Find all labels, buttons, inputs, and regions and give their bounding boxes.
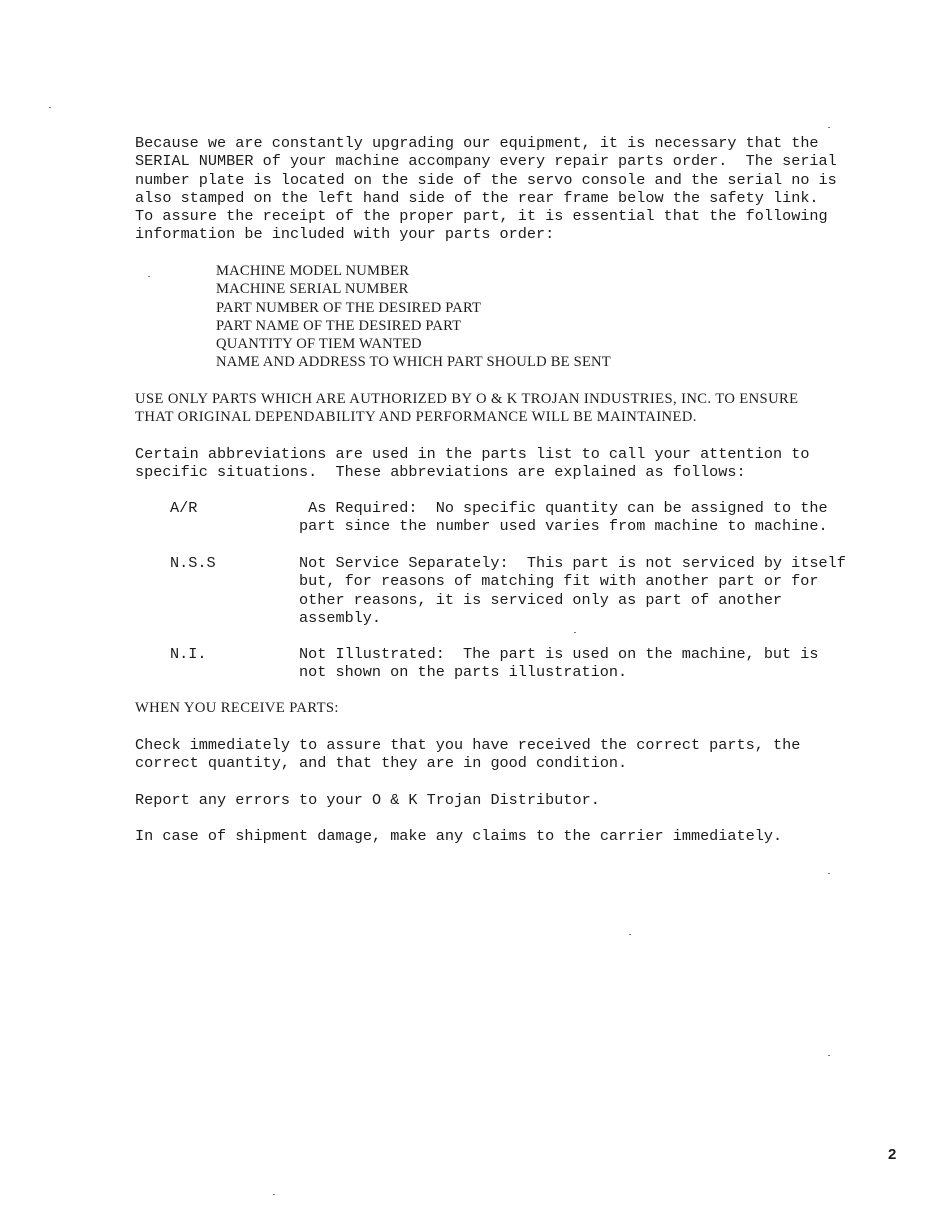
required-info-item: MACHINE MODEL NUMBER [216,263,410,279]
abbreviation-term: N.I. [170,645,207,663]
scan-speck [828,127,830,128]
abbreviation-definition [299,499,828,536]
report-line: Report any errors to your O & K Trojan Distributor. [135,791,600,809]
definition-line: Not Service Separately: This part is not serviced by itself [299,554,846,572]
required-info-item: MACHINE SERIAL NUMBER [216,281,409,298]
scan-speck [629,934,631,935]
abbreviation-term: N.S.S [170,554,216,572]
required-info-item: QUANTITY OF TIEM WANTED [216,336,422,353]
definition-line: As Required: No specific quantity can be assigned to the [299,499,828,517]
abbreviation-definition [299,554,846,627]
scan-speck [273,1194,275,1195]
definition-line: but, for reasons of matching fit with another part or for [299,572,819,591]
notice-line: USE ONLY PARTS WHICH ARE AUTHORIZED BY O & K TROJAN INDUSTRIES, INC. TO ENSURE [135,391,799,407]
scan-speck [148,276,150,277]
required-info-list [216,262,611,372]
abbrev-intro-line: specific situations. These abbreviations are explained as follows: [135,463,746,482]
intro-paragraph [135,134,837,244]
required-info-item: PART NUMBER OF THE DESIRED PART [216,299,482,316]
required-info-item: NAME AND ADDRESS TO WHICH PART SHOULD BE SENT [216,354,611,371]
check-line: correct quantity, and that they are in good condition. [135,754,628,773]
definition-line: other reasons, it is serviced only as part of another [299,590,783,609]
intro-line: To assure the receipt of the proper part, it is essential that the following [135,207,828,226]
abbreviations-intro [135,445,809,482]
intro-line: SERIAL NUMBER of your machine accompany every repair parts order. The serial [135,152,837,171]
definition-line: Not Illustrated: The part is used on the machine, but is [299,645,819,663]
scan-speck [574,632,576,633]
required-info-item: PART NAME OF THE DESIRED PART [216,317,462,334]
intro-line: also stamped on the left hand side of the rear frame below the safety link. [135,188,819,207]
definition-line: assembly. [299,608,382,627]
report-paragraph [135,791,600,809]
notice-line: THAT ORIGINAL DEPENDABILITY AND PERFORMANCE WILL BE MAINTAINED. [135,409,697,426]
check-paragraph [135,736,800,773]
definition-line: part since the number used varies from machine to machine. [299,517,828,536]
intro-line: number plate is located on the side of the servo console and the serial no is [135,170,837,189]
authorized-parts-notice [135,390,798,427]
scan-speck [49,107,51,108]
abbreviation-term: A/R [170,499,198,517]
damage-line: In case of shipment damage, make any claims to the carrier immediately. [135,827,783,845]
scan-speck [828,873,830,874]
definition-line: not shown on the parts illustration. [299,663,628,682]
check-line: Check immediately to assure that you have received the correct parts, the [135,736,801,754]
receive-parts-heading: WHEN YOU RECEIVE PARTS: [135,700,339,716]
scan-speck [828,1055,830,1056]
damage-paragraph [135,827,782,845]
abbrev-intro-line: Certain abbreviations are used in the parts list to call your attention to [135,445,810,463]
page-number: 2 [888,1146,897,1163]
intro-line: information be included with your parts order: [135,225,555,244]
intro-line: Because we are constantly upgrading our equipment, it is necessary that the [135,134,819,152]
abbreviation-definition [299,645,819,682]
